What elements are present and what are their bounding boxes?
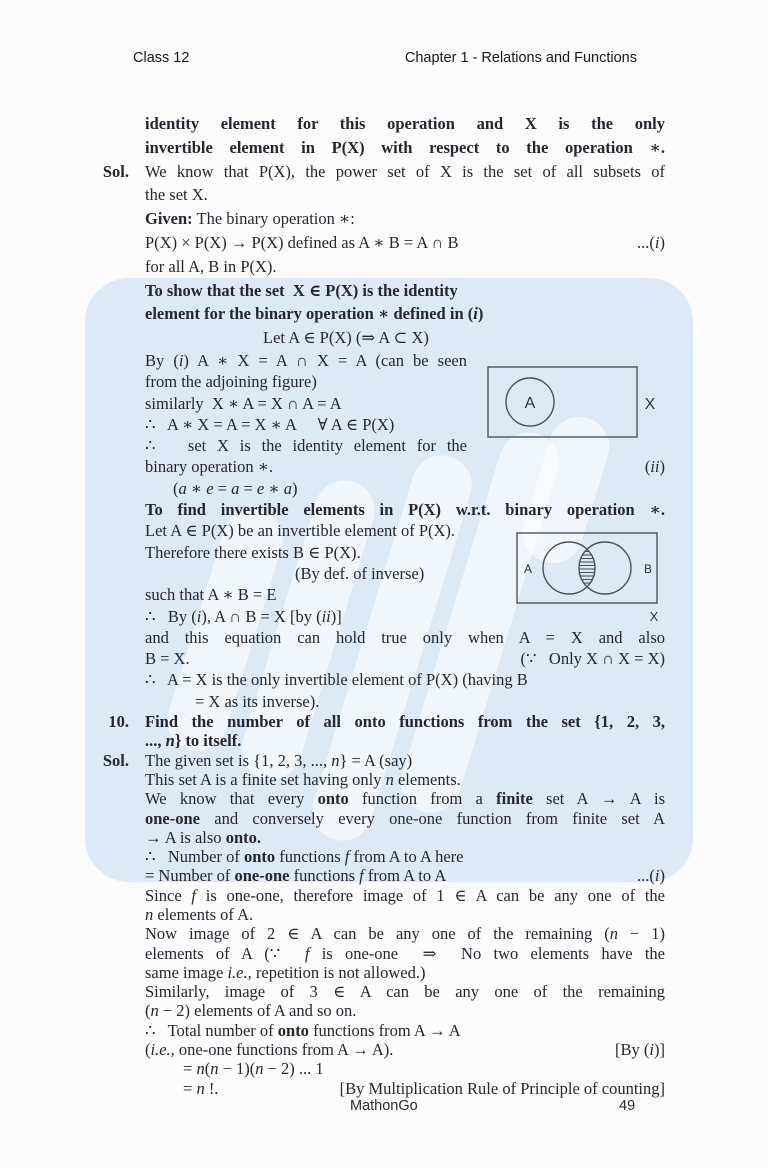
text-line — [145, 1040, 665, 1059]
text-block — [102, 112, 668, 350]
text-run: one-one functions from A → A). — [174, 1040, 394, 1060]
text-run: functions — [289, 866, 360, 886]
text-run: n — [331, 750, 340, 770]
text-run: i — [196, 606, 202, 626]
text-run: i — [654, 866, 660, 886]
text-run: ∴ A ∗ X = A = X ∗ A ∀ A ∈ P(X) — [145, 414, 395, 434]
footer-brand: MathonGo — [350, 1098, 418, 1114]
text-line — [145, 924, 665, 943]
fig1-set-label: A — [524, 395, 536, 412]
text-line — [145, 279, 668, 303]
text-run: i — [178, 350, 184, 370]
text-run: from A to A here — [349, 847, 464, 867]
text-run: − 1)( — [218, 1059, 256, 1079]
text-run: functions from A → A — [308, 1020, 461, 1040]
text-run: f — [359, 866, 364, 886]
text-run: [By ( — [615, 1040, 650, 1060]
text-run: ∴ Number of — [145, 847, 244, 867]
text-line — [145, 302, 668, 326]
text-run: (By def. of inverse) — [295, 563, 425, 583]
text-run: i.e., — [227, 962, 252, 982]
text-run: [By Multiplication Rule of Principle of counting] — [339, 1078, 665, 1098]
line-text — [145, 712, 665, 731]
line-right-note — [340, 1079, 665, 1098]
line-text — [145, 924, 665, 943]
text-run: onto. — [225, 827, 261, 847]
text-run: = Number of — [145, 866, 235, 886]
text-line — [145, 944, 665, 963]
text-run: ) — [659, 232, 665, 252]
text-line — [145, 905, 668, 924]
text-block — [102, 712, 668, 1098]
text-run: set A → A is — [532, 789, 666, 809]
text-run: )] — [330, 606, 342, 626]
text-run: } to itself. — [174, 731, 242, 751]
text-line — [145, 435, 467, 456]
text-run: a — [231, 478, 240, 498]
line-text — [145, 436, 467, 455]
text-run: elements of A (∵ — [145, 943, 305, 963]
text-line — [145, 809, 665, 828]
text-run: n — [150, 1001, 159, 1021]
text-line — [145, 1021, 668, 1040]
header-class: Class 12 — [133, 50, 190, 66]
text-run: is one-one ⇒ No two elements have the — [309, 943, 665, 963]
line-text — [145, 1021, 461, 1040]
text-line — [108, 712, 665, 732]
text-run: − 2) ... 1 — [263, 1059, 324, 1079]
text-run: elements. — [393, 769, 461, 789]
text-run: binary operation ∗. — [145, 457, 274, 477]
text-run: onto — [317, 789, 349, 809]
text-run: ) — [291, 478, 298, 498]
line-right-note — [637, 231, 665, 255]
line-text — [145, 944, 665, 963]
line-text — [145, 394, 342, 413]
fig2-universal-label: X — [649, 609, 659, 624]
text-line — [145, 648, 665, 669]
text-run: ii — [321, 606, 331, 626]
text-run: The given set is {1, 2, 3, ..., — [145, 750, 332, 770]
text-run: finite — [496, 789, 533, 809]
text-run: ...( — [637, 866, 655, 886]
text-run: n — [385, 769, 394, 789]
text-run: ..., — [145, 731, 166, 751]
text-run: } = A (say) — [339, 750, 413, 770]
text-run: This set A is a finite set having only — [145, 769, 386, 789]
text-run: ∴ set X is the identity element for the — [145, 436, 467, 456]
text-run: ( — [644, 457, 651, 477]
text-run: repetition is not allowed.) — [251, 962, 426, 982]
text-run: n — [255, 1059, 264, 1079]
text-run: f — [344, 847, 350, 867]
text-run: ( — [145, 1001, 151, 1021]
item-label: Sol. — [102, 750, 129, 770]
fig2-set-a-label: A — [523, 562, 533, 576]
footer-page-number: 49 — [619, 1098, 636, 1114]
line-text — [145, 185, 208, 204]
text-line — [183, 1059, 668, 1078]
text-run: B = X. — [145, 649, 190, 669]
text-run: Since — [145, 885, 192, 905]
text-run: !. — [204, 1078, 219, 1098]
line-right-note — [637, 866, 665, 885]
text-run: elements of A. — [153, 904, 254, 924]
line-text — [145, 351, 467, 370]
text-run: e — [256, 478, 265, 498]
text-run: Similarly, image of 3 ∈ A can be any one of the remaining — [145, 982, 665, 1002]
line-right-note — [521, 648, 665, 669]
line-text — [145, 543, 361, 562]
text-line — [145, 499, 665, 520]
text-run: (∵ Only X ∩ X = X) — [520, 649, 665, 669]
text-run: and conversely every one-one function from finite set A — [200, 808, 665, 828]
line-text — [145, 731, 241, 750]
text-run: such that A ∗ B = E — [145, 585, 277, 605]
line-text — [145, 281, 458, 300]
text-line — [145, 136, 665, 160]
line-text — [145, 162, 665, 181]
line-text — [145, 1001, 356, 1020]
line-text — [145, 866, 446, 885]
line-text — [145, 304, 483, 323]
line-text — [145, 905, 253, 924]
text-run: To find invertible elements in P(X) w.r.t. binary operation ∗. — [145, 500, 665, 520]
text-run: for all A, B in P(X). — [145, 256, 277, 276]
text-run: ∴ Total number of — [145, 1020, 278, 1040]
line-text — [145, 982, 665, 1001]
text-run: n — [196, 1059, 205, 1079]
line-text — [145, 456, 273, 477]
line-text — [145, 963, 425, 982]
figure-identity-venn — [487, 363, 665, 463]
text-line — [145, 669, 668, 690]
text-run: Now image of 2 ∈ A can be any one of the remaining ( — [145, 924, 610, 944]
text-run: We know that every — [145, 789, 318, 809]
text-run: a — [178, 478, 187, 498]
text-run: − 1) — [618, 924, 665, 944]
text-run: Given: — [145, 209, 193, 229]
text-line — [145, 255, 668, 279]
text-line — [145, 207, 668, 231]
item-label: 10. — [108, 712, 129, 732]
text-line — [145, 183, 668, 207]
text-line — [145, 231, 665, 255]
text-run: )] — [654, 1040, 665, 1060]
text-run: We know that P(X), the power set of X is the set of all subsets of — [145, 161, 665, 181]
text-run: i — [654, 232, 660, 252]
item-label: Sol. — [102, 161, 129, 181]
text-run: from the adjoining figure) — [145, 372, 317, 392]
text-line — [145, 1001, 668, 1020]
text-line — [102, 750, 668, 770]
text-line — [145, 112, 665, 136]
text-run: By ( — [145, 350, 179, 370]
text-line — [183, 1079, 665, 1098]
text-run: similarly X ∗ A = X ∩ A = A — [145, 393, 342, 413]
line-text — [145, 670, 528, 689]
fig1-universal-label: X — [644, 396, 656, 413]
line-text — [145, 1040, 393, 1059]
text-run: the set X. — [145, 185, 208, 205]
text-line — [263, 326, 668, 350]
text-run: Let A ∈ P(X) (⇒ A ⊂ X) — [263, 328, 429, 348]
fig2-set-b-label: B — [643, 562, 653, 576]
line-text — [145, 585, 276, 604]
line-text — [145, 886, 665, 905]
text-run: element for the binary operation ∗ defined in ( — [145, 304, 474, 324]
text-line — [145, 828, 668, 847]
text-run: ), A ∩ B = X [by ( — [201, 606, 322, 626]
text-run: one-one — [234, 866, 290, 886]
text-run: = — [183, 1078, 197, 1098]
line-text — [145, 770, 461, 789]
text-run: n — [609, 924, 618, 944]
text-run: Find the number of all onto functions from the set {1, 2, 3, — [145, 712, 665, 732]
line-text — [145, 372, 317, 391]
text-run: n — [196, 1078, 205, 1098]
line-text — [145, 257, 277, 276]
text-run: ) — [477, 304, 484, 324]
line-text — [145, 209, 355, 228]
line-text — [145, 809, 665, 828]
text-run: ( — [145, 1040, 151, 1060]
line-text — [145, 628, 665, 647]
text-run: ) A ∗ X = A ∩ X = A (can be seen — [183, 350, 467, 370]
text-run: ( — [173, 478, 179, 498]
text-run: = — [213, 478, 232, 498]
text-line — [145, 627, 665, 648]
text-run: = — [183, 1059, 197, 1079]
page-header — [0, 50, 768, 66]
line-text — [183, 1079, 218, 1098]
line-text — [145, 114, 665, 133]
text-line — [145, 770, 668, 789]
fig1-universal-rect — [488, 367, 637, 437]
text-run: from A to A — [363, 866, 447, 886]
text-run: n — [165, 731, 175, 751]
text-line — [145, 886, 665, 905]
header-chapter: Chapter 1 - Relations and Functions — [404, 50, 637, 66]
text-run: functions — [275, 847, 345, 867]
text-run: ∗ — [186, 478, 207, 498]
text-run: i — [473, 304, 478, 324]
text-line — [195, 691, 668, 712]
text-run: function from a — [348, 789, 497, 809]
text-line — [145, 847, 668, 866]
text-line — [102, 160, 665, 184]
text-run: = X as its inverse). — [195, 691, 320, 711]
line-text — [145, 751, 412, 770]
text-run: P(X) × P(X) → P(X) defined as A ∗ B = A ∩ B — [145, 232, 459, 252]
text-run: i — [649, 1040, 654, 1060]
line-text — [145, 138, 665, 157]
text-run: − 2) elements of A and so on. — [158, 1001, 357, 1021]
text-run: = — [239, 478, 257, 498]
text-run: f — [191, 885, 197, 905]
text-run: ...( — [637, 232, 655, 252]
text-run: n — [145, 904, 154, 924]
text-line — [145, 789, 665, 808]
text-run: f — [304, 943, 310, 963]
line-text — [263, 328, 429, 347]
text-run: ) — [659, 866, 665, 886]
line-text — [173, 479, 297, 498]
text-run: onto — [243, 847, 276, 867]
figure-inverse-venn — [516, 529, 668, 625]
text-line — [145, 982, 665, 1001]
text-run: ∴ A = X is the only invertible element of P(X) (having B — [145, 670, 528, 690]
text-run: a — [283, 478, 292, 498]
line-text — [145, 847, 464, 866]
text-run: identity element for this operation and X is the only — [145, 114, 665, 133]
line-text — [145, 415, 394, 434]
line-text — [145, 607, 342, 626]
text-run: ∗ — [264, 478, 284, 498]
text-run: one-one — [145, 808, 200, 828]
text-run: → A is also — [145, 827, 226, 847]
line-text — [183, 1059, 324, 1078]
text-line — [145, 866, 665, 885]
line-text — [145, 521, 455, 540]
text-run: n — [210, 1059, 219, 1079]
text-run: and this equation can hold true only when A = X and also — [145, 627, 665, 647]
text-run: e — [206, 478, 214, 498]
text-line — [145, 350, 467, 371]
line-text — [145, 231, 459, 255]
text-line — [173, 478, 668, 499]
text-run: Let A ∈ P(X) be an invertible element of P(X). — [145, 521, 456, 541]
line-right-note — [615, 1040, 665, 1059]
text-run: The binary operation ∗: — [192, 209, 355, 229]
text-run: ∴ By ( — [145, 606, 197, 626]
text-run: invertible element in P(X) with respect to the operation ∗. — [145, 137, 665, 157]
line-text — [145, 789, 665, 808]
text-run: ii — [650, 457, 660, 477]
line-text — [145, 648, 190, 669]
text-line — [145, 963, 668, 982]
text-line — [145, 731, 668, 750]
line-text — [145, 500, 665, 519]
line-text — [295, 564, 424, 583]
text-run: Therefore there exists B ∈ P(X). — [145, 542, 361, 562]
line-text — [195, 692, 319, 711]
text-run: is one-one, therefore image of 1 ∈ A can be any one of the — [196, 885, 665, 905]
text-run: To show that the set X ∈ P(X) is the identity — [145, 280, 458, 300]
text-run: same image — [145, 962, 228, 982]
line-text — [145, 828, 261, 847]
text-run: ( — [204, 1059, 211, 1079]
text-run: onto — [277, 1020, 309, 1040]
text-run: i.e., — [150, 1040, 175, 1060]
text-run: ) — [659, 457, 665, 477]
